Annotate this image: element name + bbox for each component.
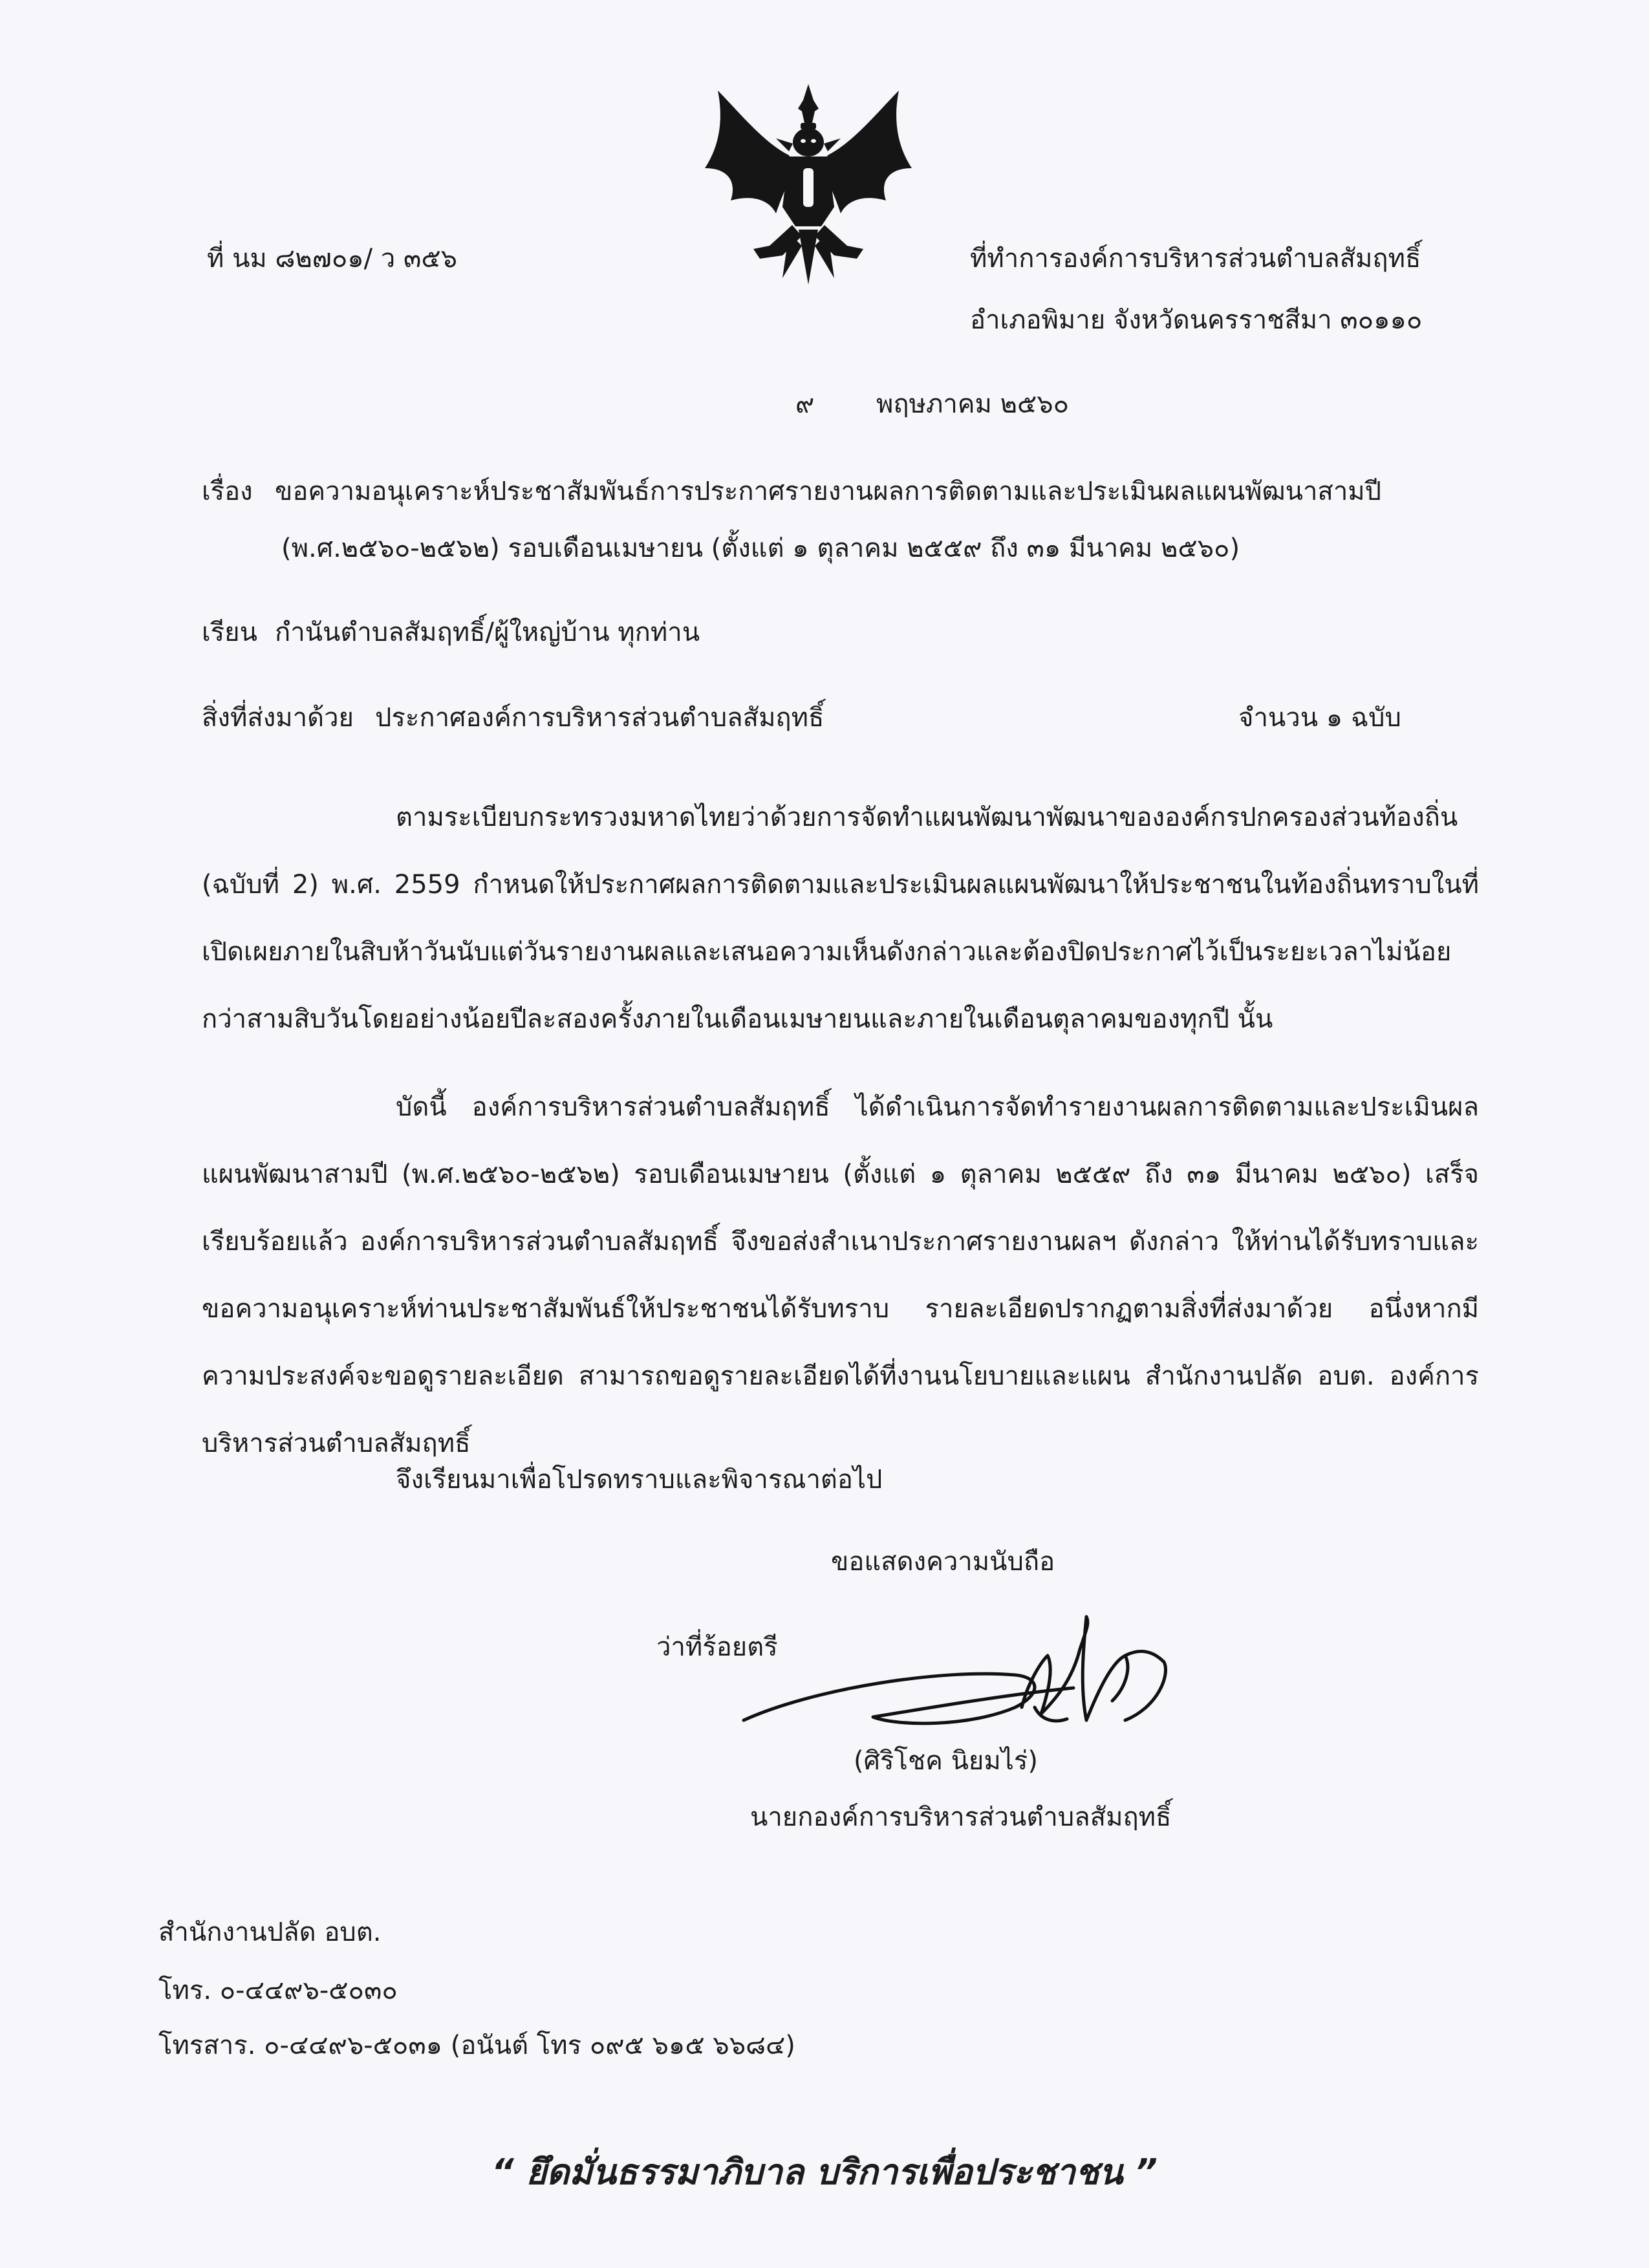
footer-department: สำนักงานปลัด อบต. (158, 1917, 382, 1947)
footer-phone: โทร. ๐-๔๔๙๖-๕๐๓๐ (158, 1976, 398, 2005)
signer-position: นายกองค์การบริหารส่วนตำบลสัมฤทธิ์ (750, 1802, 1172, 1832)
date-day: ๙ (795, 389, 815, 419)
body-paragraph-1: ตามระเบียบกระทรวงมหาดไทยว่าด้วยการจัดทำแผนพัฒนาพัฒนาขององค์กรปกครองส่วนท้องถิ่น (ฉบับที่ 2) พ.ศ. 2559 กำหนดให้ประกาศผลการติดตามและประเมินผลแผนพัฒนาให้ประชาชนในท้องถิ่นทราบในที่เปิดเผยภายในสิบห้าวันนับแต่วันรายงานผลและเสนอความเห็นดังกล่าวและต้องปิดประกาศไว้เป็นระยะเวลาไม่น้อยกว่าสามสิบวันโดยอย่างน้อยปีละสองครั้งภายในเดือนเมษายนและภายในเดือนตุลาคมของทุกปี นั้น (202, 803, 1479, 1034)
office-address-line1: ที่ทำการองค์การบริหารส่วนตำบลสัมฤทธิ์ (970, 244, 1421, 274)
enclosure-text: ประกาศองค์การบริหารส่วนตำบลสัมฤทธิ์ (375, 703, 824, 733)
subject-line2: (พ.ศ.๒๕๖๐-๒๕๖๒) รอบเดือนเมษายน (ตั้งแต่ ๑ ตุลาคม ๒๕๕๙ ถึง ๓๑ มีนาคม ๒๕๖๐) (281, 534, 1240, 563)
signer-name: (ศิริโชค นิยมไร่) (854, 1746, 1038, 1776)
office-address-line2: อำเภอพิมาย จังหวัดนครราชสีมา ๓๐๑๑๐ (970, 305, 1423, 335)
subject-line1: ขอความอนุเคราะห์ประชาสัมพันธ์การประกาศรายงานผลการติดตามและประเมินผลแผนพัฒนาสามปี (275, 477, 1382, 506)
body-paragraph-2: บัดนี้ องค์การบริหารส่วนตำบลสัมฤทธิ์ ได้ดำเนินการจัดทำรายงานผลการติดตามและประเมินผลแผนพัฒนาสามปี (พ.ศ.๒๕๖๐-๒๕๖๒) รอบเดือนเมษายน (ตั้งแต่ ๑ ตุลาคม ๒๕๕๙ ถึง ๓๑ มีนาคม ๒๕๖๐) เสร็จเรียบร้อยแล้ว องค์การบริหารส่วนตำบลสัมฤทธิ์ จึงขอส่งสำเนาประกาศรายงานผลฯ ดังกล่าว ให้ท่านได้รับทราบและขอความอนุเคราะห์ท่านประชาสัมพันธ์ให้ประชาชนได้รับทราบ รายละเอียดปรากฏตามสิ่งที่ส่งมาด้วย อนึ่งหากมีความประสงค์จะขอดูรายละเอียด สามารถขอดูรายละเอียดได้ที่งานนโยบายและแผน สำนักงานปลัด อบต. องค์การบริหารส่วนตำบลสัมฤทธิ์ (202, 1092, 1479, 1458)
motto: “ ยึดมั่นธรรมาภิบาล บริการเพื่อประชาชน ” (491, 2152, 1158, 2192)
date-month-year: พฤษภาคม ๒๕๖๐ (876, 389, 1070, 419)
closing-request: จึงเรียนมาเพื่อโปรดทราบและพิจารณาต่อไป (396, 1465, 883, 1495)
reference-number: ที่ นม ๘๒๗๐๑/ ว ๓๕๖ (207, 244, 457, 274)
garuda-emblem (692, 71, 925, 304)
signer-rank: ว่าที่ร้อยตรี (656, 1632, 778, 1662)
subject-label: เรื่อง (202, 477, 253, 506)
closing-salutation: ขอแสดงความนับถือ (831, 1547, 1055, 1577)
enclosure-quantity: จำนวน ๑ ฉบับ (1238, 703, 1401, 733)
footer-fax: โทรสาร. ๐-๔๔๙๖-๕๐๓๑ (อนันต์ โทร ๐๙๕ ๖๑๕ ๖๖๘๔) (158, 2031, 795, 2060)
handwritten-signature (737, 1610, 1177, 1759)
recipient-text: กำนันตำบลสัมฤทธิ์/ผู้ใหญ่บ้าน ทุกท่าน (275, 618, 700, 647)
enclosure-label: สิ่งที่ส่งมาด้วย (202, 703, 354, 733)
recipient-label: เรียน (202, 618, 257, 647)
